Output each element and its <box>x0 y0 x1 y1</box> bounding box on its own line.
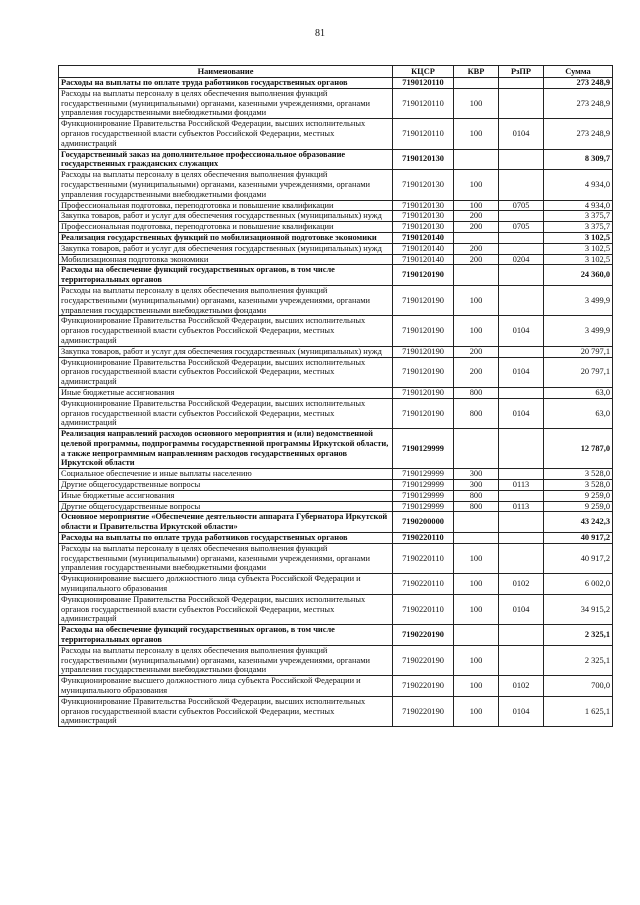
cell-sum: 3 102,5 <box>544 232 613 243</box>
table-row <box>59 543 613 573</box>
cell-kcsr: 7190220190 <box>393 696 454 726</box>
cell-kcsr: 7190220190 <box>393 645 454 675</box>
cell-sum: 6 002,0 <box>544 574 613 595</box>
cell-rzpr: 0113 <box>499 480 544 491</box>
cell-sum: 12 787,0 <box>544 429 613 469</box>
table-row <box>59 357 613 387</box>
table-row <box>59 594 613 624</box>
cell-rzpr: 0705 <box>499 222 544 233</box>
page-number: 81 <box>315 28 325 39</box>
cell-kvr: 800 <box>454 490 499 501</box>
cell-sum: 20 797,1 <box>544 346 613 357</box>
cell-name: Функционирование высшего должностного лица субъекта Российской Федерации и муниципального образования <box>59 676 393 697</box>
cell-kcsr: 7190120190 <box>393 357 454 387</box>
table-row <box>59 285 613 315</box>
cell-name: Реализация государственных функций по мобилизационной подготовке экономики <box>59 232 393 243</box>
cell-sum: 3 102,5 <box>544 254 613 265</box>
cell-name: Функционирование Правительства Российской Федерации, высших исполнительных органов государственной власти субъектов Российской Федерации, местных администраций <box>59 357 393 387</box>
cell-name: Государственный заказ на дополнительное профессиональное образование государственных гражданских служащих <box>59 149 393 170</box>
cell-sum: 273 248,9 <box>544 88 613 118</box>
cell-kvr: 200 <box>454 357 499 387</box>
cell-rzpr <box>499 469 544 480</box>
cell-kvr: 300 <box>454 480 499 491</box>
cell-sum: 3 528,0 <box>544 480 613 491</box>
cell-sum: 3 375,7 <box>544 222 613 233</box>
cell-sum: 4 934,0 <box>544 170 613 200</box>
cell-name: Другие общегосударственные вопросы <box>59 480 393 491</box>
table-row <box>59 200 613 211</box>
cell-sum: 24 360,0 <box>544 265 613 286</box>
cell-rzpr <box>499 490 544 501</box>
cell-rzpr <box>499 533 544 544</box>
cell-kvr <box>454 625 499 646</box>
cell-rzpr <box>499 512 544 533</box>
cell-kvr: 800 <box>454 387 499 398</box>
cell-name: Функционирование Правительства Российской Федерации, высших исполнительных органов государственной власти субъектов Российской Федерации, местных администраций <box>59 316 393 346</box>
cell-rzpr: 0104 <box>499 357 544 387</box>
table-row <box>59 676 613 697</box>
cell-sum: 40 917,2 <box>544 543 613 573</box>
cell-kcsr: 7190120140 <box>393 232 454 243</box>
cell-name: Расходы на выплаты персоналу в целях обеспечения выполнения функций государственными (муниципальными) органами, казенными учреждениями, органами управления государственными внебюджетными фондами <box>59 645 393 675</box>
cell-name: Функционирование Правительства Российской Федерации, высших исполнительных органов государственной власти субъектов Российской Федерации, местных администраций <box>59 119 393 149</box>
cell-name: Функционирование Правительства Российской Федерации, высших исполнительных органов государственной власти субъектов Российской Федерации, местных администраций <box>59 696 393 726</box>
cell-name: Социальное обеспечение и иные выплаты населению <box>59 469 393 480</box>
table-row <box>59 398 613 428</box>
cell-rzpr <box>499 429 544 469</box>
cell-name: Иные бюджетные ассигнования <box>59 490 393 501</box>
cell-sum: 273 248,9 <box>544 78 613 89</box>
table-row <box>59 149 613 170</box>
cell-name: Функционирование Правительства Российской Федерации, высших исполнительных органов государственной власти субъектов Российской Федерации, местных администраций <box>59 594 393 624</box>
cell-name: Другие общегосударственные вопросы <box>59 501 393 512</box>
cell-kcsr: 7190120110 <box>393 78 454 89</box>
cell-name: Мобилизационная подготовка экономики <box>59 254 393 265</box>
cell-rzpr <box>499 149 544 170</box>
header-rzpr: РзПР <box>499 66 544 78</box>
table-row <box>59 211 613 222</box>
cell-name: Закупка товаров, работ и услуг для обеспечения государственных (муниципальных) нужд <box>59 346 393 357</box>
cell-rzpr <box>499 285 544 315</box>
cell-sum: 3 375,7 <box>544 211 613 222</box>
cell-rzpr <box>499 78 544 89</box>
table-row <box>59 490 613 501</box>
cell-kvr <box>454 429 499 469</box>
cell-rzpr: 0102 <box>499 574 544 595</box>
table-row <box>59 119 613 149</box>
cell-rzpr <box>499 265 544 286</box>
cell-name: Расходы на выплаты персоналу в целях обеспечения выполнения функций государственными (муниципальными) органами, казенными учреждениями, органами управления государственными внебюджетными фондами <box>59 170 393 200</box>
cell-kcsr: 7190129999 <box>393 469 454 480</box>
cell-rzpr: 0113 <box>499 501 544 512</box>
cell-kvr: 200 <box>454 346 499 357</box>
table-row <box>59 645 613 675</box>
cell-name: Расходы на обеспечение функций государственных органов, в том числе территориальных органов <box>59 265 393 286</box>
table-row <box>59 480 613 491</box>
table-row <box>59 429 613 469</box>
cell-sum: 273 248,9 <box>544 119 613 149</box>
table-row <box>59 232 613 243</box>
cell-rzpr: 0104 <box>499 696 544 726</box>
cell-name: Расходы на выплаты по оплате труда работников государственных органов <box>59 533 393 544</box>
table-row <box>59 387 613 398</box>
cell-rzpr <box>499 243 544 254</box>
cell-kcsr: 7190220110 <box>393 543 454 573</box>
cell-kvr: 100 <box>454 200 499 211</box>
table-row <box>59 501 613 512</box>
cell-kcsr: 7190120190 <box>393 285 454 315</box>
cell-kcsr: 7190120130 <box>393 211 454 222</box>
cell-kcsr: 7190120190 <box>393 265 454 286</box>
cell-kcsr: 7190120130 <box>393 170 454 200</box>
cell-kcsr: 7190120190 <box>393 398 454 428</box>
cell-kvr <box>454 232 499 243</box>
table-row <box>59 625 613 646</box>
cell-name: Расходы на выплаты персоналу в целях обеспечения выполнения функций государственными (муниципальными) органами, казенными учреждениями, органами управления государственными внебюджетными фондами <box>59 285 393 315</box>
table-row <box>59 78 613 89</box>
cell-kcsr: 7190120190 <box>393 316 454 346</box>
cell-sum: 8 309,7 <box>544 149 613 170</box>
cell-sum: 4 934,0 <box>544 200 613 211</box>
cell-sum: 3 499,9 <box>544 285 613 315</box>
table-row <box>59 254 613 265</box>
cell-sum: 3 528,0 <box>544 469 613 480</box>
table-row <box>59 512 613 533</box>
cell-kcsr: 7190220110 <box>393 574 454 595</box>
cell-name: Функционирование высшего должностного лица субъекта Российской Федерации и муниципального образования <box>59 574 393 595</box>
table-row <box>59 469 613 480</box>
cell-sum: 43 242,3 <box>544 512 613 533</box>
cell-sum: 63,0 <box>544 387 613 398</box>
cell-name: Функционирование Правительства Российской Федерации, высших исполнительных органов государственной власти субъектов Российской Федерации, местных администраций <box>59 398 393 428</box>
table-row <box>59 170 613 200</box>
cell-kvr: 100 <box>454 676 499 697</box>
header-sum: Сумма <box>544 66 613 78</box>
cell-sum: 3 102,5 <box>544 243 613 254</box>
cell-rzpr <box>499 232 544 243</box>
cell-sum: 20 797,1 <box>544 357 613 387</box>
cell-rzpr: 0102 <box>499 676 544 697</box>
table-row <box>59 533 613 544</box>
cell-sum: 63,0 <box>544 398 613 428</box>
cell-rzpr <box>499 625 544 646</box>
cell-kvr <box>454 78 499 89</box>
cell-kcsr: 7190129999 <box>393 429 454 469</box>
cell-sum: 2 325,1 <box>544 645 613 675</box>
cell-rzpr <box>499 211 544 222</box>
cell-kcsr: 7190120130 <box>393 200 454 211</box>
cell-name: Основное мероприятие «Обеспечение деятельности аппарата Губернатора Иркутской области и Правительства Иркутской области» <box>59 512 393 533</box>
cell-kcsr: 7190120130 <box>393 222 454 233</box>
cell-kcsr: 7190120130 <box>393 149 454 170</box>
cell-name: Реализация направлений расходов основного мероприятия и (или) ведомственной целевой программы, подпрограммы государственной программы Иркутской области, а также непрограммным направлениям расходов государственных органов Иркутской области <box>59 429 393 469</box>
cell-kvr: 100 <box>454 88 499 118</box>
table-row <box>59 222 613 233</box>
cell-name: Иные бюджетные ассигнования <box>59 387 393 398</box>
table-row <box>59 696 613 726</box>
cell-name: Расходы на выплаты персоналу в целях обеспечения выполнения функций государственными (муниципальными) органами, казенными учреждениями, органами управления государственными внебюджетными фондами <box>59 543 393 573</box>
cell-kcsr: 7190129999 <box>393 490 454 501</box>
cell-rzpr: 0104 <box>499 119 544 149</box>
cell-kvr: 800 <box>454 398 499 428</box>
cell-kcsr: 7190220110 <box>393 533 454 544</box>
cell-kvr: 100 <box>454 316 499 346</box>
cell-sum: 3 499,9 <box>544 316 613 346</box>
cell-rzpr <box>499 543 544 573</box>
table-row <box>59 265 613 286</box>
cell-kvr: 100 <box>454 696 499 726</box>
cell-sum: 1 625,1 <box>544 696 613 726</box>
cell-name: Расходы на выплаты по оплате труда работников государственных органов <box>59 78 393 89</box>
table-row <box>59 574 613 595</box>
cell-kcsr: 7190120140 <box>393 243 454 254</box>
cell-rzpr <box>499 88 544 118</box>
header-name: Наименование <box>59 66 393 78</box>
cell-kcsr: 7190120190 <box>393 346 454 357</box>
cell-kcsr: 7190120110 <box>393 88 454 118</box>
cell-kcsr: 7190120140 <box>393 254 454 265</box>
cell-kvr: 200 <box>454 254 499 265</box>
cell-rzpr <box>499 387 544 398</box>
cell-kvr <box>454 512 499 533</box>
cell-rzpr: 0104 <box>499 398 544 428</box>
cell-kcsr: 7190220190 <box>393 676 454 697</box>
cell-rzpr <box>499 346 544 357</box>
cell-rzpr <box>499 170 544 200</box>
table-row <box>59 88 613 118</box>
cell-name: Профессиональная подготовка, переподготовка и повышение квалификации <box>59 200 393 211</box>
cell-sum: 700,0 <box>544 676 613 697</box>
cell-kvr: 200 <box>454 243 499 254</box>
header-kcsr: КЦСР <box>393 66 454 78</box>
table-row <box>59 346 613 357</box>
table-row <box>59 243 613 254</box>
cell-name: Закупка товаров, работ и услуг для обеспечения государственных (муниципальных) нужд <box>59 211 393 222</box>
cell-rzpr: 0104 <box>499 316 544 346</box>
cell-rzpr: 0705 <box>499 200 544 211</box>
cell-kvr <box>454 149 499 170</box>
cell-sum: 9 259,0 <box>544 501 613 512</box>
header-kvr: КВР <box>454 66 499 78</box>
cell-kvr: 100 <box>454 574 499 595</box>
cell-kvr: 100 <box>454 594 499 624</box>
table-header-row <box>59 66 613 78</box>
cell-sum: 9 259,0 <box>544 490 613 501</box>
cell-kcsr: 7190200000 <box>393 512 454 533</box>
cell-rzpr: 0204 <box>499 254 544 265</box>
cell-kvr: 100 <box>454 285 499 315</box>
cell-kcsr: 7190220190 <box>393 625 454 646</box>
budget-table <box>58 65 613 727</box>
cell-kvr: 100 <box>454 543 499 573</box>
cell-kcsr: 7190120190 <box>393 387 454 398</box>
cell-kcsr: 7190220110 <box>393 594 454 624</box>
cell-name: Закупка товаров, работ и услуг для обеспечения государственных (муниципальных) нужд <box>59 243 393 254</box>
cell-kcsr: 7190129999 <box>393 480 454 491</box>
cell-kvr <box>454 533 499 544</box>
cell-rzpr: 0104 <box>499 594 544 624</box>
cell-kvr: 100 <box>454 170 499 200</box>
table-row <box>59 316 613 346</box>
cell-sum: 34 915,2 <box>544 594 613 624</box>
cell-kvr: 100 <box>454 645 499 675</box>
cell-kvr: 300 <box>454 469 499 480</box>
cell-name: Расходы на обеспечение функций государственных органов, в том числе территориальных органов <box>59 625 393 646</box>
cell-name: Расходы на выплаты персоналу в целях обеспечения выполнения функций государственными (муниципальными) органами, казенными учреждениями, органами управления государственными внебюджетными фондами <box>59 88 393 118</box>
cell-kvr: 200 <box>454 211 499 222</box>
cell-name: Профессиональная подготовка, переподготовка и повышение квалификации <box>59 222 393 233</box>
cell-kcsr: 7190120110 <box>393 119 454 149</box>
cell-kvr: 200 <box>454 222 499 233</box>
cell-kvr: 100 <box>454 119 499 149</box>
table-body <box>59 78 613 727</box>
cell-sum: 2 325,1 <box>544 625 613 646</box>
cell-kvr <box>454 265 499 286</box>
cell-kcsr: 7190129999 <box>393 501 454 512</box>
cell-kvr: 800 <box>454 501 499 512</box>
cell-rzpr <box>499 645 544 675</box>
cell-sum: 40 917,2 <box>544 533 613 544</box>
